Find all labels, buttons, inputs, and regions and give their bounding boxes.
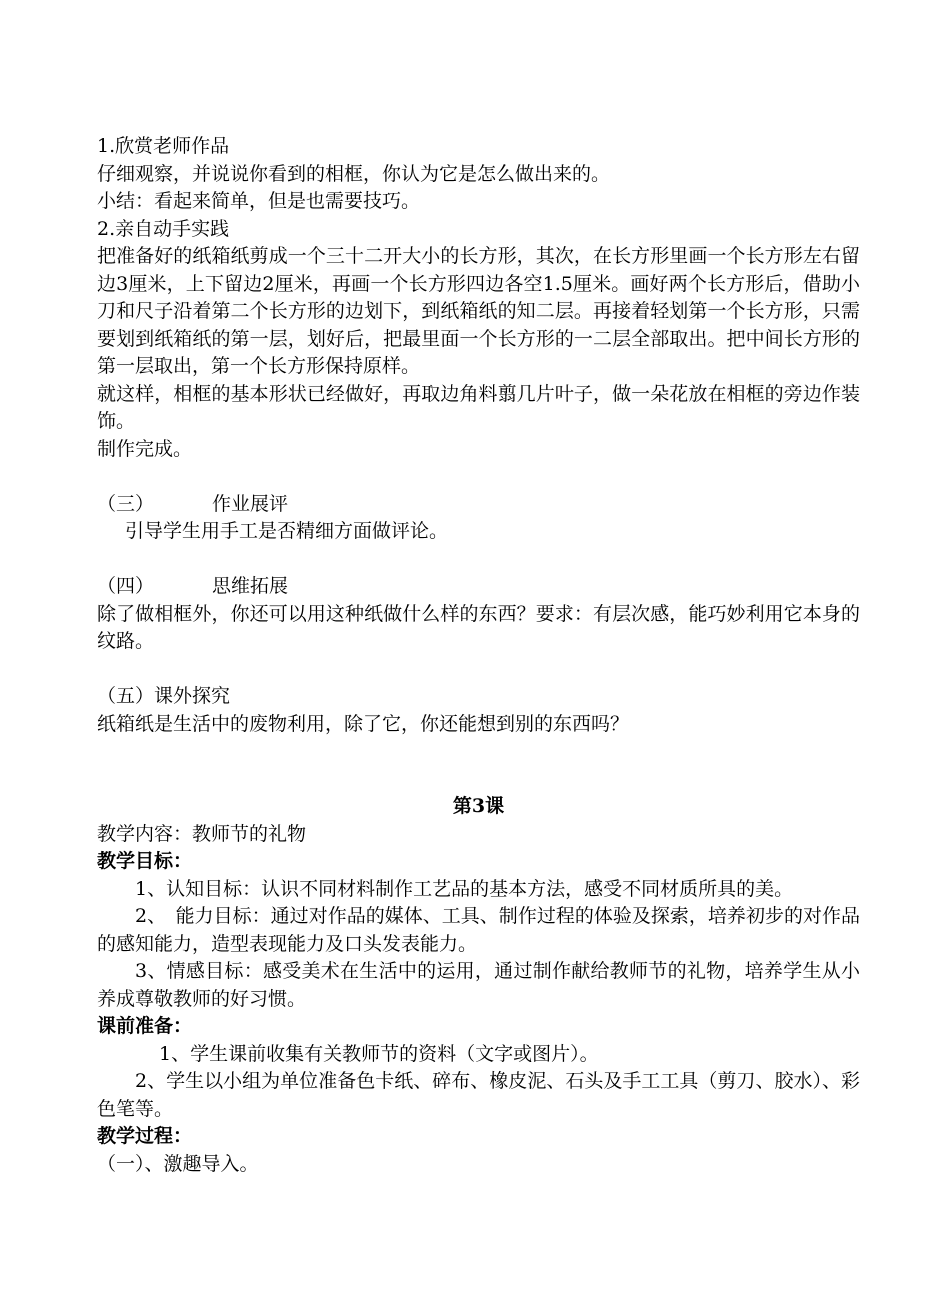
prep-heading: 课前准备： [97, 1015, 193, 1037]
step2-text-continued: 就这样，相框的基本形状已经做好，再取边角料翦几片叶子，做一朵花放在相框的旁边作装饰。 [97, 382, 860, 432]
section3-title: 作业展评 [212, 492, 289, 515]
goals-heading: 教学目标： [97, 850, 193, 872]
summary-text: 小结：看起来简单，但是也需要技巧。 [97, 190, 421, 212]
goal-2: 2、 能力目标：通过对作品的媒体、工具、制作过程的体验及探索，培养初步的对作品的感知能力，造型表现能力及口头发表能力。 [97, 905, 860, 955]
lesson-content: 教学内容：教师节的礼物 [97, 822, 307, 845]
done-text: 制作完成。 [97, 437, 193, 460]
lesson-title: 第3课 [452, 795, 505, 817]
process-step-1: （一）、激趣导入。 [97, 1152, 259, 1175]
section5-heading: （五）课外探究 [97, 685, 231, 707]
document-body [97, 133, 860, 1178]
section3-number: （三） [97, 492, 155, 515]
section4-text: 除了做相框外，你还可以用这种纸做什么样的东西？要求：有层次感，能巧妙利用它本身的纹路。 [97, 602, 860, 652]
step1-title: 1.欣赏老师作品 [97, 135, 230, 157]
goal-3: 3、情感目标：感受美术在生活中的运用，通过制作献给教师节的礼物，培养学生从小养成尊敬教师的好习惯。 [97, 960, 860, 1010]
prep-1: 1、学生课前收集有关教师节的资料（文字或图片）。 [159, 1042, 599, 1065]
step1-text: 仔细观察，并说说你看到的相框，你认为它是怎么做出来的。 [97, 162, 611, 185]
step2-title: 2.亲自动手实践 [97, 217, 230, 240]
section4-number: （四） [97, 575, 155, 597]
section3-text: 引导学生用手工是否精细方面做评论。 [125, 520, 449, 542]
section4-title: 思维拓展 [212, 575, 289, 597]
section4-heading [97, 573, 860, 601]
prep-2: 2、学生以小组为单位准备色卡纸、碎布、橡皮泥、石头及手工工具（剪刀、胶水）、彩色笔等。 [97, 1070, 860, 1120]
section5-text: 纸箱纸是生活中的废物利用，除了它，你还能想到别的东西吗？ [97, 712, 630, 735]
step2-text: 把准备好的纸箱纸剪成一个三十二开大小的长方形，其次，在长方形里画一个长方形左右留边3厘米，上下留边2厘米，再画一个长方形四边各空1.5厘米。画好两个长方形后，借助小刀和尺子沿着第二个长方形的边划下，到纸箱纸的知二层。再接着轻划第一个长方形，只需要划到纸箱纸的第一层，划好后，把最里面一个长方形的一二层全部取出。把中间长方形的第一层取出，第一个长方形保持原样。 [97, 245, 860, 377]
section3-heading [97, 491, 860, 519]
process-heading: 教学过程： [97, 1125, 193, 1147]
goal-1: 1、认知目标：认识不同材料制作工艺品的基本方法，感受不同材质所具的美。 [135, 877, 794, 900]
